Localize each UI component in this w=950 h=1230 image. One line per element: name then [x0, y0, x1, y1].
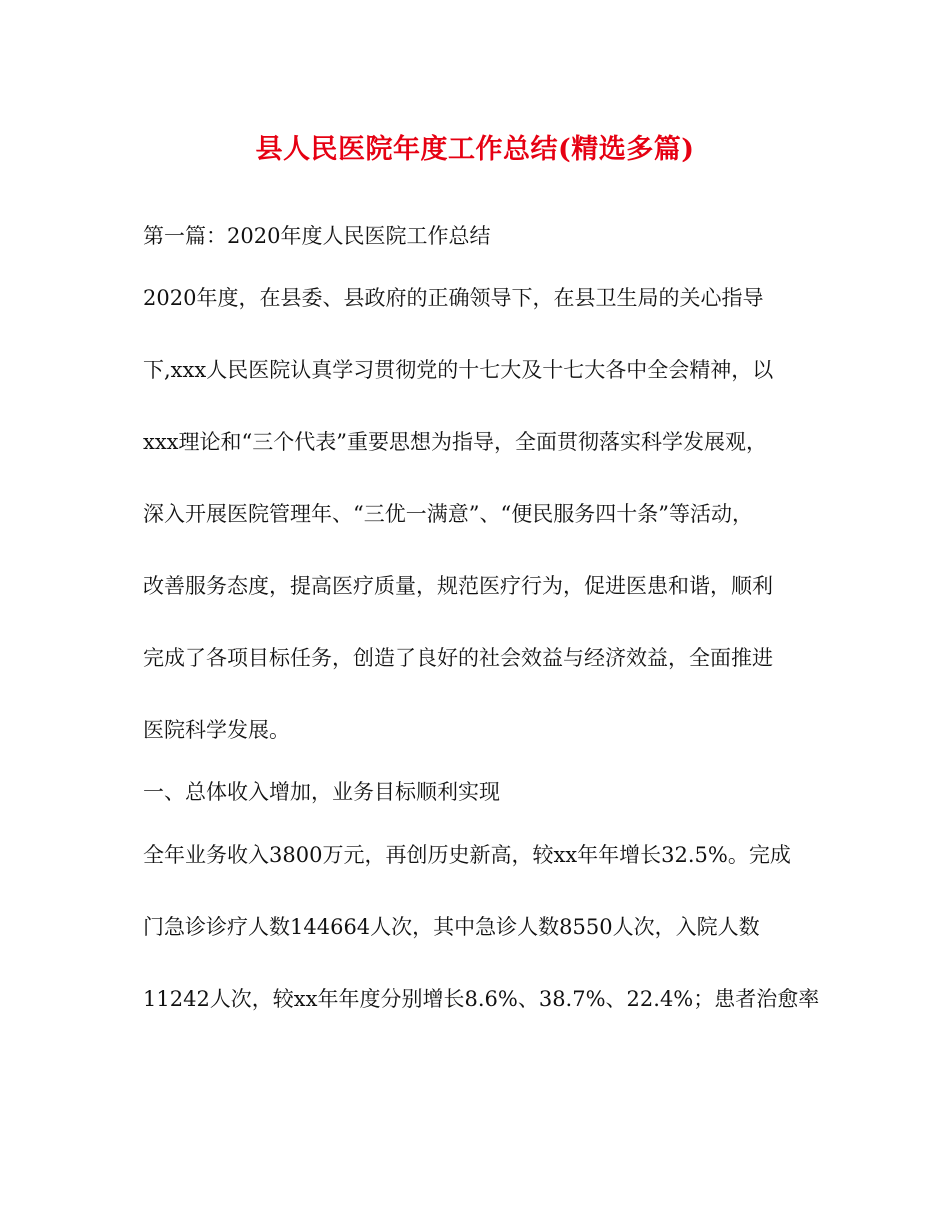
- paragraph-line: 2020年度，在县委、县政府的正确领导下，在县卫生局的关心指导: [143, 286, 764, 310]
- subsection-heading: 一、总体收入增加，业务目标顺利实现: [143, 780, 500, 804]
- paragraph-line: 全年业务收入3800万元，再创历史新高，较xx年年增长32.5%。完成: [143, 843, 791, 867]
- section-heading: 第一篇：2020年度人民医院工作总结: [143, 224, 491, 248]
- paragraph-line: 下,xxx人民医院认真学习贯彻党的十七大及十七大各中全会精神，以: [143, 358, 774, 382]
- paragraph-line: xxx理论和“三个代表”重要思想为指导，全面贯彻落实科学发展观，: [143, 430, 767, 454]
- document-title: 县人民医院年度工作总结(精选多篇): [255, 134, 695, 165]
- paragraph-line: 11242人次，较xx年年度分别增长8.6%、38.7%、22.4%；患者治愈率: [143, 987, 820, 1011]
- paragraph-line: 完成了各项目标任务，创造了良好的社会效益与经济效益，全面推进: [143, 646, 773, 670]
- paragraph-line: 改善服务态度，提高医疗质量，规范医疗行为，促进医患和谐，顺利: [143, 574, 773, 598]
- paragraph-line: 医院科学发展。: [143, 718, 290, 742]
- paragraph-line: 门急诊诊疗人数144664人次，其中急诊人数8550人次，入院人数: [143, 915, 760, 939]
- paragraph-line: 深入开展医院管理年、“三优一满意”、“便民服务四十条”等活动，: [143, 502, 753, 526]
